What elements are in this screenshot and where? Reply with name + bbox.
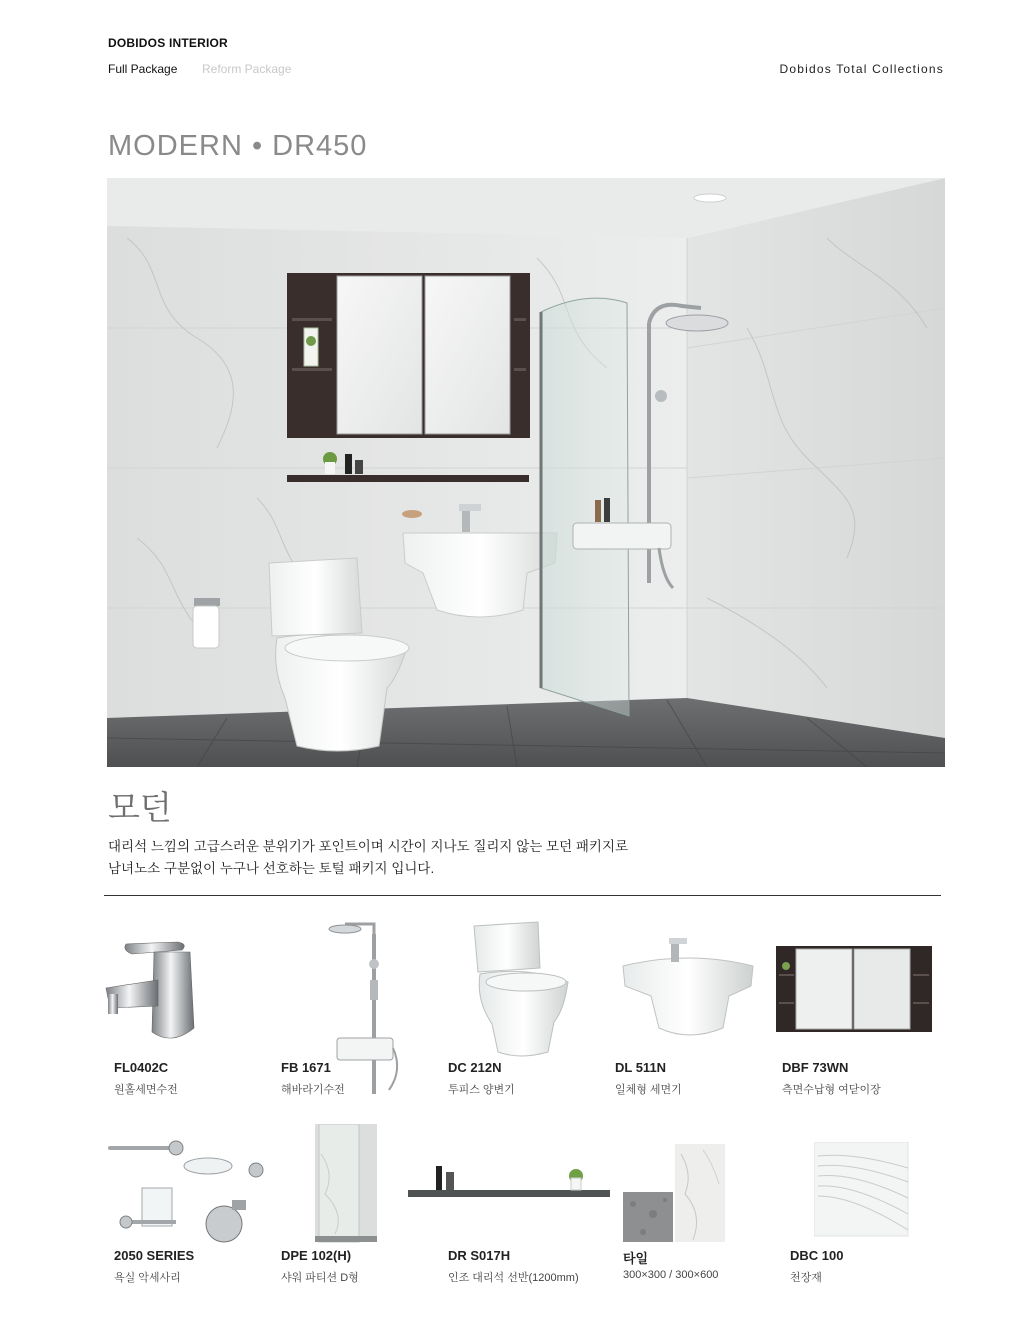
product-card-shower-column[interactable]: [275, 920, 435, 1100]
product-code: DR S017H: [448, 1248, 511, 1263]
package-description: [108, 836, 828, 880]
toilet-icon: [468, 920, 578, 1060]
product-name: 해바라기수전: [281, 1084, 345, 1096]
product-code: DBF 73WN: [782, 1060, 849, 1075]
tab-reform-package[interactable]: Reform Package: [202, 62, 292, 76]
product-name: 인조 대리석 선반(1200mm): [448, 1272, 579, 1284]
marble-shelf-icon: [406, 1160, 612, 1250]
shower-column-icon: [323, 920, 413, 1100]
bathroom-hero-image: [107, 178, 945, 767]
product-card-faucet[interactable]: [108, 920, 268, 1100]
product-name: 일체형 세면기: [615, 1084, 682, 1096]
product-code: DPE 102(H): [281, 1248, 352, 1263]
korean-title: 모던: [108, 789, 172, 826]
product-name: 투피스 양변기: [448, 1084, 515, 1096]
product-name: 천장재: [790, 1272, 822, 1284]
washbasin-icon: [619, 936, 759, 1056]
product-code: DBC 100: [790, 1248, 844, 1263]
product-name: 측면수납형 여닫이장: [782, 1084, 881, 1096]
product-code: FL0402C: [114, 1060, 169, 1075]
mirror-cabinet-icon: [776, 946, 934, 1034]
product-code: 2050 SERIES: [114, 1248, 195, 1263]
ceiling-panel-icon: [814, 1142, 910, 1238]
product-card-marble-shelf[interactable]: [406, 1120, 616, 1290]
description-line-1: 대리석 느낌의 고급스러운 분위기가 포인트이며 시간이 지나도 질리지 않는 모던 패키지로: [108, 839, 629, 854]
tile-samples-icon: [623, 1144, 733, 1244]
shower-partition-icon: [315, 1124, 379, 1244]
product-name: 300×300 / 300×600: [623, 1269, 719, 1281]
product-card-ceiling-panel[interactable]: [784, 1120, 944, 1290]
brand-name: DOBIDOS INTERIOR: [108, 36, 228, 50]
collections-label: Dobidos Total Collections: [779, 62, 944, 76]
product-card-washbasin[interactable]: [609, 920, 769, 1100]
product-card-bath-accessories[interactable]: [108, 1120, 268, 1290]
product-code: FB 1671: [281, 1060, 331, 1075]
product-code: DC 212N: [448, 1060, 502, 1075]
description-line-2: 남녀노소 구분없이 누구나 선호하는 토털 패키지 입니다.: [108, 861, 435, 876]
faucet-icon: [102, 936, 212, 1066]
product-card-mirror-cabinet[interactable]: [776, 920, 946, 1100]
product-code: 타일: [623, 1251, 649, 1266]
product-code: DL 511N: [615, 1060, 667, 1075]
section-divider: [104, 895, 941, 896]
product-name: 샤워 파티션 D형: [281, 1272, 359, 1284]
package-title: MODERN • DR450: [108, 130, 368, 162]
product-card-tile[interactable]: [617, 1120, 777, 1290]
product-name: 원홀세면수전: [114, 1084, 178, 1096]
product-card-toilet[interactable]: [442, 920, 602, 1100]
bath-accessories-icon: [106, 1130, 266, 1250]
tab-full-package[interactable]: Full Package: [108, 62, 178, 76]
product-name: 욕실 악세사리: [114, 1272, 181, 1284]
